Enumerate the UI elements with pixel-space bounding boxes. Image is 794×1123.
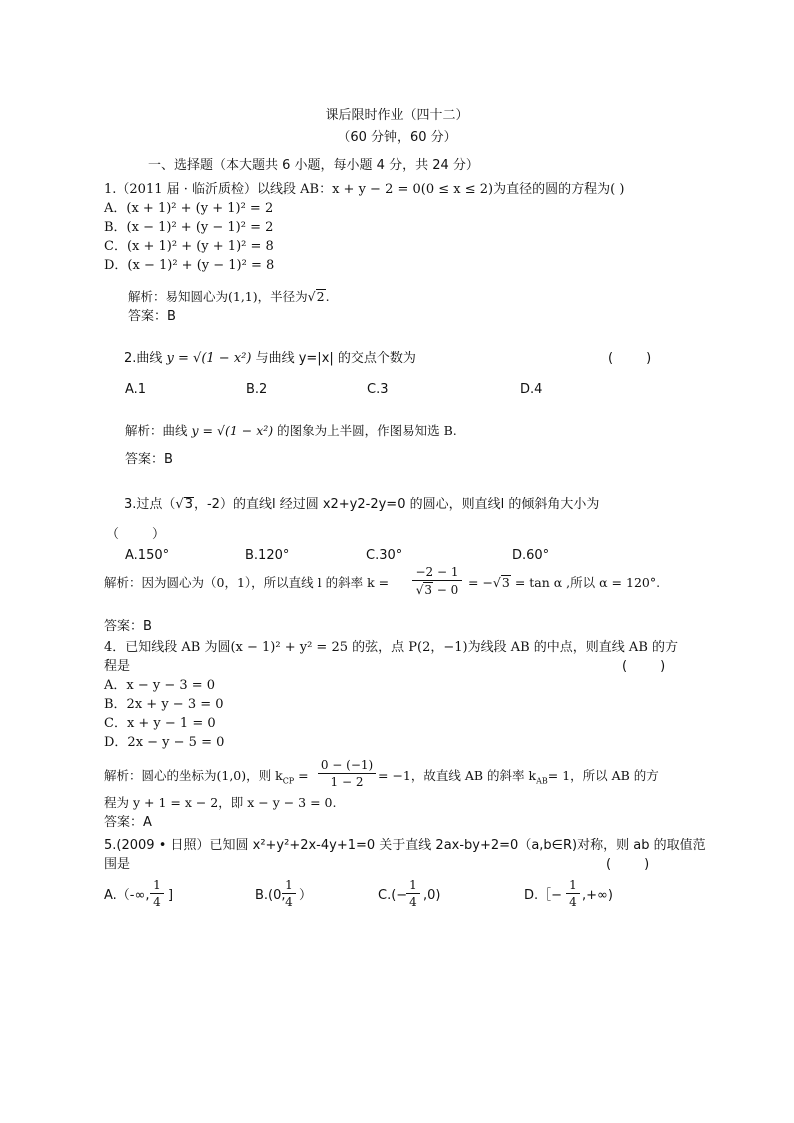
q2-analysis-formula: y = √(1 − x²) — [191, 423, 274, 438]
q4-fraction-numerator: 0 − (−1) — [320, 758, 374, 772]
fraction-denominator: 4 — [153, 895, 161, 909]
q3-slope-fraction — [412, 565, 462, 597]
q3-fraction-den-post: − 0 — [432, 583, 459, 597]
q3-stem-post: ，-2）的直线l 经过圆 x2+y2-2y=0 的圆心，则直线l 的倾斜角大小为 — [193, 497, 600, 512]
q5-option-a-fraction — [150, 878, 164, 909]
q3-fraction-numerator: −2 − 1 — [415, 565, 459, 579]
q1-option-b: B．(x − 1)² + (y − 1)² = 2 — [104, 220, 274, 235]
q4-option-d: D．2x − y − 5 = 0 — [104, 735, 225, 750]
q4-analysis-line2: 程为 y + 1 = x − 2，即 x − y − 3 = 0. — [104, 795, 337, 810]
q5-option-a-post: ] — [168, 888, 174, 903]
q2-stem — [124, 351, 416, 367]
q3-answer-bracket: （ ） — [106, 527, 166, 542]
q3-option-b: B.120° — [245, 548, 290, 563]
q1-analysis-text: 解析：易知圆心为(1,1)，半径为 — [128, 289, 308, 304]
q5-option-c-pre: C.(− — [378, 888, 408, 903]
q2-option-a: A.1 — [125, 382, 147, 397]
q4-option-b: B．2x + y − 3 = 0 — [104, 697, 224, 712]
q3-analysis-mid: = − — [468, 575, 493, 590]
q5-option-b-fraction — [282, 878, 296, 909]
fraction-numerator: 1 — [285, 878, 293, 892]
q3-option-d: D.60° — [512, 548, 550, 563]
section-heading: 一、选择题（本大题共 6 小题，每小题 4 分，共 24 分） — [148, 158, 479, 173]
q4-answer-bracket: ( ) — [622, 659, 666, 674]
q4-analysis-pre: 解析：圆心的坐标为(1,0)，则 $k_{CP}$ = — [104, 768, 309, 786]
fraction-denominator: 4 — [569, 895, 577, 909]
q4-slope-fraction — [318, 758, 376, 789]
fraction-bar — [566, 893, 580, 894]
fraction-numerator: 1 — [153, 878, 161, 892]
q1-analysis: 解析：易知圆心为(1,1)，半径为√2. — [128, 289, 330, 304]
q5-option-d-fraction — [566, 878, 580, 909]
q1-option-a: A．(x + 1)² + (y + 1)² = 2 — [104, 201, 274, 216]
page-title: 课后限时作业（四十二） — [325, 108, 469, 123]
q4-stem-line1: 4．已知线段 AB 为圆(x − 1)² + y² = 25 的弦，点 P(2，−1)为线段 AB 的中点，则直线 AB 的方 — [104, 640, 679, 655]
q4-option-c: C．x + y − 1 = 0 — [104, 716, 216, 731]
q5-option-a-pre: A.（-∞, — [104, 888, 150, 903]
fraction-denominator: 4 — [285, 895, 293, 909]
q3-analysis-result: = −√3 = tan α ,所以 α = 120°. — [468, 575, 661, 590]
q3-analysis-tail: = tan α ,所以 α = 120°. — [510, 575, 661, 590]
q4-analysis-tail: = 1，所以 AB 的方 — [547, 768, 659, 783]
q2-option-b: B.2 — [246, 382, 268, 397]
q1-radicand: 2 — [316, 289, 325, 304]
q1-answer: 答案：B — [128, 309, 176, 324]
q4-option-a: A．x − y − 3 = 0 — [104, 678, 216, 693]
fraction-bar — [412, 580, 462, 581]
q2-analysis — [125, 423, 457, 439]
q5-option-c-fraction — [406, 878, 420, 909]
q3-radicand: 3 — [184, 497, 193, 512]
fraction-denominator: 4 — [409, 895, 417, 909]
q4-analysis-mid-text: = −1，故直线 AB 的斜率 k — [378, 768, 537, 783]
q1-option-c: C．(x + 1)² + (y + 1)² = 8 — [104, 239, 274, 254]
q2-answer-bracket: ( ) — [608, 351, 652, 366]
q3-answer: 答案：B — [104, 619, 152, 634]
q2-stem-pre: 2.曲线 — [124, 351, 163, 366]
q4-subscript-cp: CP — [282, 776, 295, 786]
q5-answer-bracket: ( ) — [606, 857, 650, 872]
q3-analysis-text: 解析：因为圆心为（0，1），所以直线 l 的斜率 k = — [104, 575, 390, 590]
q4-stem-line2: 程是 — [104, 659, 131, 674]
q2-analysis-post: 的图象为上半圆，作图易知选 B. — [277, 423, 457, 438]
q3-stem-pre: 3.过点（ — [124, 497, 176, 512]
q3-result-radicand: 3 — [501, 575, 510, 590]
q4-analysis-mid — [378, 768, 659, 790]
fraction-bar — [282, 893, 296, 894]
q5-stem-line2: 围是 — [104, 857, 131, 872]
fraction-bar — [150, 893, 164, 894]
q3-stem: 3.过点（√3，-2）的直线l 经过圆 x2+y2-2y=0 的圆心，则直线l 的倾斜角大小为 — [124, 497, 600, 512]
fraction-numerator: 1 — [409, 878, 417, 892]
q1-stem: 1.（2011 届 · 临沂质检）以线段 AB：x + y − 2 = 0(0 ≤ x ≤ 2)为直径的圆的方程为( ) — [104, 182, 625, 197]
fraction-numerator: 1 — [569, 878, 577, 892]
q3-option-a: A.150° — [125, 548, 170, 563]
q2-answer: 答案：B — [125, 452, 173, 467]
q5-option-d-pre: D.［− — [524, 888, 563, 903]
q4-subscript-ab: AB — [536, 776, 548, 786]
page-subtitle: （60 分钟，60 分） — [337, 130, 457, 145]
q5-option-c-post: ,0) — [423, 888, 441, 903]
q1-analysis-end: . — [325, 289, 330, 304]
q3-fraction-denominator: √3 − 0 — [415, 583, 459, 597]
q3-option-c: C.30° — [366, 548, 403, 563]
fraction-bar — [318, 773, 376, 774]
fraction-bar — [406, 893, 420, 894]
q2-option-d: D.4 — [520, 382, 543, 397]
q4-answer: 答案：A — [104, 815, 152, 830]
q4-fraction-denominator: 1 − 2 — [330, 775, 364, 789]
q5-stem-line1: 5.(2009 • 日照）已知圆 x²+y²+2x-4y+1=0 关于直线 2ax-by+2=0（a,b∈R)对称，则 ab 的取值范 — [104, 838, 706, 853]
q4-analysis-text: 解析：圆心的坐标为(1,0)，则 k — [104, 768, 283, 783]
q2-option-c: C.3 — [367, 382, 389, 397]
q5-option-d-post: ,+∞) — [582, 888, 613, 903]
q3-fraction-radicand: 3 — [424, 583, 432, 597]
q2-curve-formula: y = √(1 − x²) — [166, 351, 252, 366]
q5-option-b-post: ） — [299, 888, 313, 903]
q2-stem-post: 与曲线 y=|x| 的交点个数为 — [255, 351, 416, 366]
q1-option-d: D．(x − 1)² + (y − 1)² = 8 — [104, 258, 275, 273]
q5-option-b-pre: B.(0, — [255, 888, 286, 903]
q2-analysis-pre: 解析：曲线 — [125, 423, 188, 438]
